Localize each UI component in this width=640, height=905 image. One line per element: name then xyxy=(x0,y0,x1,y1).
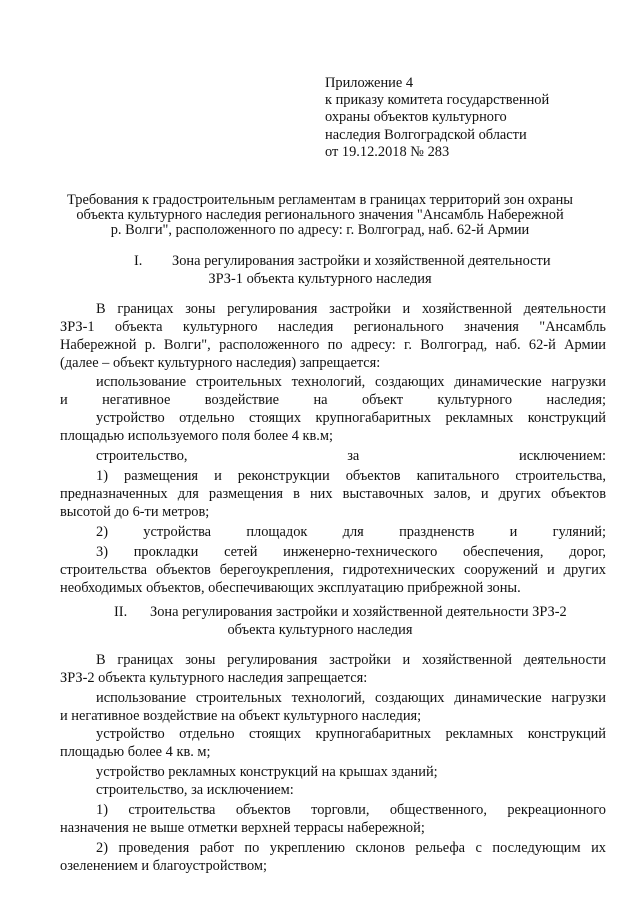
body-line: строительство, за исключением: xyxy=(96,448,606,464)
body-line: Набережной р. Волги", расположенного по адресу: г. Волгоград, наб. 62-й Армии xyxy=(60,337,606,353)
body-line: 3) прокладки сетей инженерно-технического обеспечения, дорог, xyxy=(96,544,606,560)
section-numeral: II. xyxy=(114,604,128,620)
body-line: устройство отдельно стоящих крупногабаритных рекламных конструкций xyxy=(96,726,606,742)
body-line: В границах зоны регулирования застройки и хозяйственной деятельности xyxy=(96,652,606,668)
body-line: устройство отдельно стоящих крупногабаритных рекламных конструкций xyxy=(96,410,606,426)
title-line: р. Волги", расположенного по адресу: г. Волгоград, наб. 62-й Армии xyxy=(110,222,530,238)
body-line: 2) проведения работ по укреплению склонов рельефа с последующим их xyxy=(96,840,606,856)
body-line: (далее – объект культурного наследия) запрещается: xyxy=(60,355,381,371)
appendix-line: охраны объектов культурного xyxy=(325,109,507,125)
body-line: ЗРЗ-1 объекта культурного наследия регионального значения "Ансамбль xyxy=(60,319,606,335)
section-heading-line: Зона регулирования застройки и хозяйственной деятельности ЗРЗ-2 xyxy=(150,604,567,620)
title-line: Требования к градостроительным регламентам в границах территорий зон охраны xyxy=(67,192,573,208)
title-line: объекта культурного наследия регионального значения "Ансамбль Набережной xyxy=(76,207,564,223)
body-line: 2) устройства площадок для праздненств и гуляний; xyxy=(96,524,606,540)
body-line: назначения не выше отметки верхней террасы набережной; xyxy=(60,820,425,836)
appendix-line: от 19.12.2018 № 283 xyxy=(325,144,450,160)
appendix-line: к приказу комитета государственной xyxy=(325,92,550,108)
body-line: озеленением и благоустройством; xyxy=(60,858,267,874)
body-line: устройство рекламных конструкций на крышах зданий; xyxy=(96,764,438,780)
section-heading-line: ЗРЗ-1 объекта культурного наследия xyxy=(208,271,432,287)
body-line: предназначенных для размещения в них выставочных залов, и других объектов xyxy=(60,486,606,502)
body-line: необходимых объектов, обеспечивающих эксплуатацию прибрежной зоны. xyxy=(60,580,521,596)
body-line: и негативное воздействие на объект культурного наследия; xyxy=(60,708,422,724)
body-line: использование строительных технологий, создающих динамические нагрузки xyxy=(96,374,606,390)
body-line: площадью более 4 кв. м; xyxy=(60,744,211,760)
body-line: ЗРЗ-2 объекта культурного наследия запрещается: xyxy=(60,670,368,686)
appendix-line: Приложение 4 xyxy=(325,75,414,91)
body-line: строительства объектов берегоукрепления, гидротехнических сооружений и других xyxy=(60,562,606,578)
body-line: высотой до 6-ти метров; xyxy=(60,504,210,520)
section-numeral: I. xyxy=(134,253,143,269)
body-line: площадью используемого поля более 4 кв.м; xyxy=(60,428,333,444)
body-line: 1) размещения и реконструкции объектов капитального строительства, xyxy=(96,468,606,484)
body-line: использование строительных технологий, создающих динамические нагрузки xyxy=(96,690,606,706)
body-line: 1) строительства объектов торговли, общественного, рекреационного xyxy=(96,802,606,818)
section-heading-line: Зона регулирования застройки и хозяйственной деятельности xyxy=(172,253,551,269)
body-line: В границах зоны регулирования застройки и хозяйственной деятельности xyxy=(96,301,606,317)
appendix-line: наследия Волгоградской области xyxy=(325,127,527,143)
body-line: строительство, за исключением: xyxy=(96,782,294,798)
body-line: и негативное воздействие на объект культурного наследия; xyxy=(60,392,606,408)
section-heading-line: объекта культурного наследия xyxy=(227,622,413,638)
